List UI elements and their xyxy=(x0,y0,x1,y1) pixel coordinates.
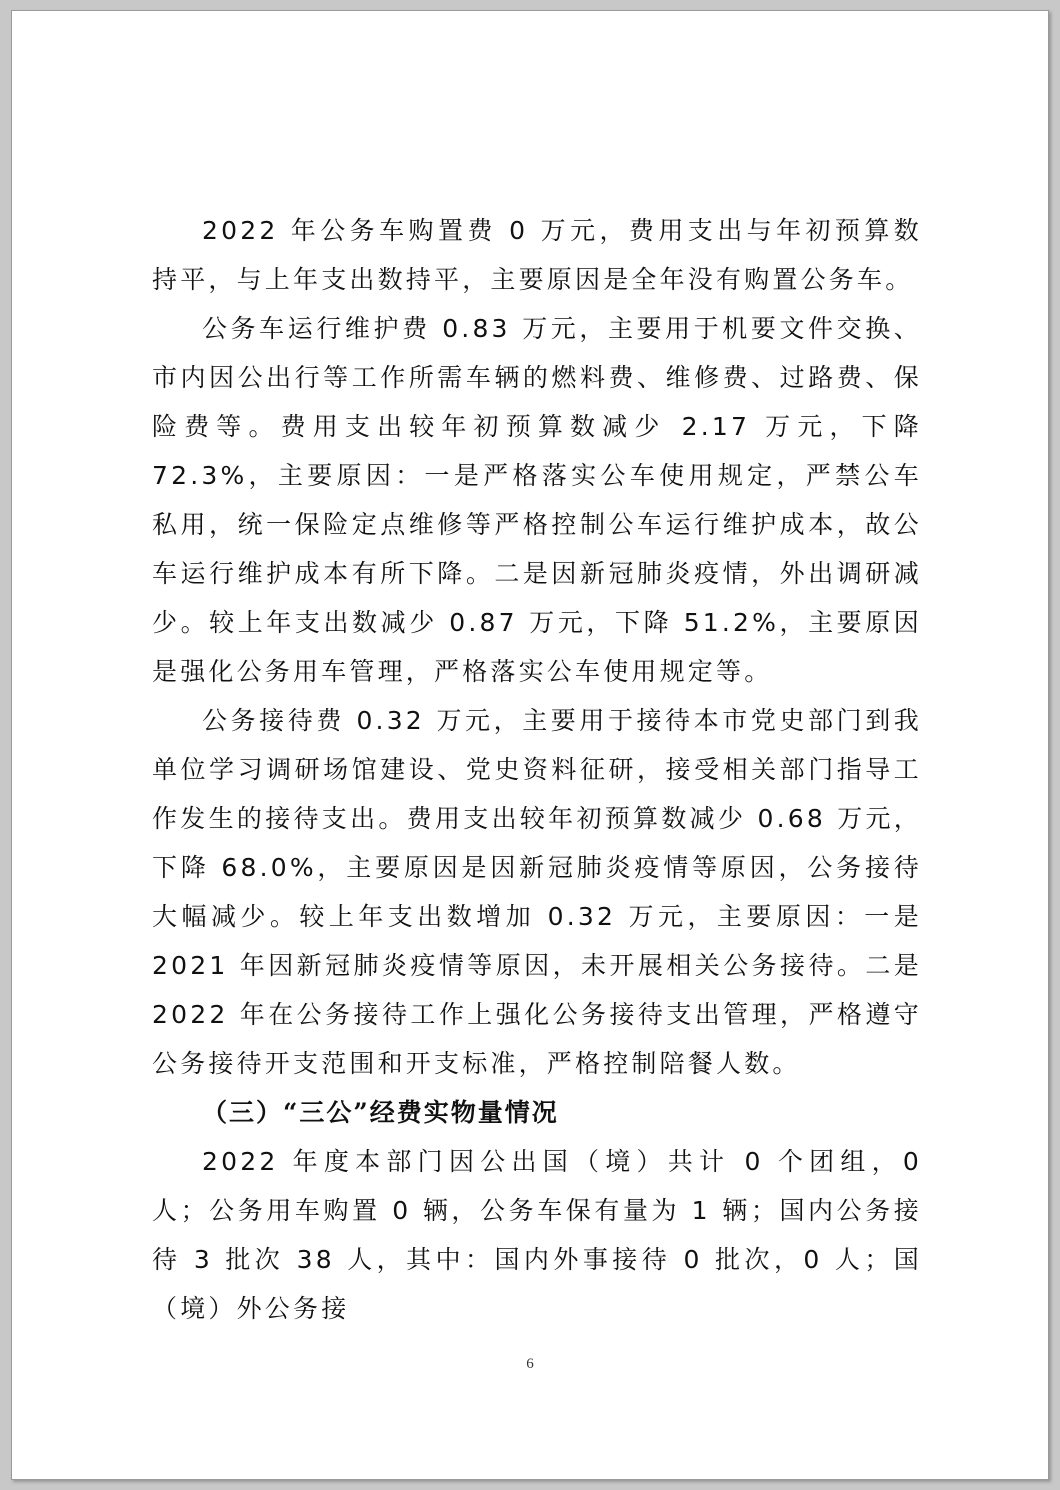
document-page xyxy=(11,10,1049,1480)
paragraph-reception-expense: 公务接待费 0.32 万元，主要用于接待本市党史部门到我单位学习调研场馆建设、党史资料征研，接受相关部门指导工作发生的接待支出。费用支出较年初预算数减少 0.68 万元，下降 68.0%，主要原因是因新冠肺炎疫情等原因，公务接待大幅减少。较上年支出数增加 0.32 万元，主要原因：一是 2021 年因新冠肺炎疫情等原因，未开展相关公务接待。二是 2022 年在公务接待工作上强化公务接待支出管理，严格遵守公务接待开支范围和开支标准，严格控制陪餐人数。 xyxy=(152,706,922,1078)
page-number: 6 xyxy=(526,1356,534,1372)
paragraph-physical-quantities: 2022 年度本部门因公出国（境）共计 0 个团组，0 人；公务用车购置 0 辆，公务车保有量为 1 辆；国内公务接待 3 批次 38 人，其中：国内外事接待 0 批次，0 人；国（境）外公务接 xyxy=(152,1147,922,1323)
paragraph-vehicle-maintenance: 公务车运行维护费 0.83 万元，主要用于机要文件交换、市内因公出行等工作所需车辆的燃料费、维修费、过路费、保险费等。费用支出较年初预算数减少 2.17 万元，下降 72.3%，主要原因：一是严格落实公车使用规定，严禁公车私用，统一保险定点维修等严格控制公车运行维护成本，故公车运行维护成本有所下降。二是因新冠肺炎疫情，外出调研减少。较上年支出数减少 0.87 万元，下降 51.2%，主要原因是强化公务用车管理，严格落实公车使用规定等。 xyxy=(152,314,922,686)
document-body xyxy=(152,206,922,1333)
paragraph-vehicle-purchase: 2022 年公务车购置费 0 万元，费用支出与年初预算数持平，与上年支出数持平，主要原因是全年没有购置公务车。 xyxy=(152,216,922,294)
section-heading: （三）“三公”经费实物量情况 xyxy=(202,1098,559,1127)
